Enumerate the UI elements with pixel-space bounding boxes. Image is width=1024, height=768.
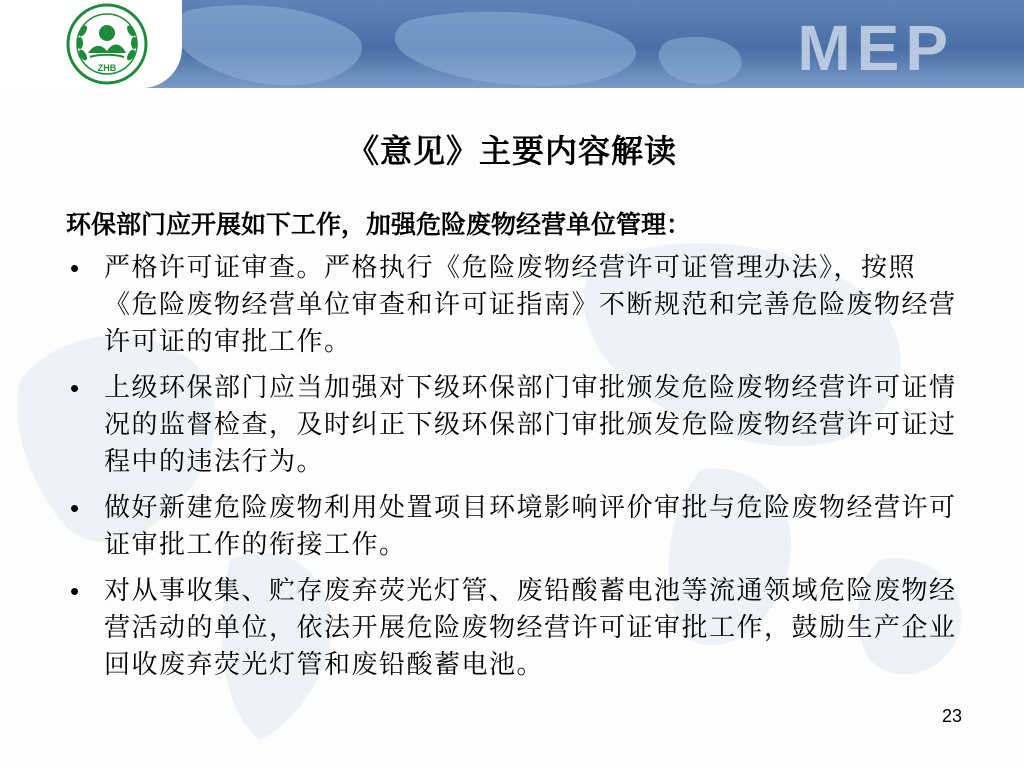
bullet-item [66, 490, 958, 564]
bullet-item [66, 250, 958, 361]
logo-area [0, 0, 182, 88]
bullet-list [66, 250, 958, 684]
bullet-item [66, 573, 958, 684]
header-band [0, 0, 1024, 88]
bullet-marker: • [70, 576, 81, 606]
slide-content [66, 206, 958, 693]
bullet-marker: • [70, 253, 81, 283]
logo-text: ZHB [97, 63, 117, 73]
bullet-text: 严格许可证审查。严格执行《危险废物经营许可证管理办法》，按照《危险废物经营单位审查和许可证指南》不断规范和完善危险废物经营许可证的审批工作。 [104, 253, 957, 357]
bullet-marker: • [70, 373, 81, 403]
bullet-item [66, 370, 958, 481]
zhb-logo-icon [66, 3, 148, 85]
page-number: 23 [941, 706, 962, 726]
bullet-text: 对从事收集、贮存废弃荧光灯管、废铅酸蓄电池等流通领域危险废物经营活动的单位，依法开展危险废物经营许可证审批工作，鼓励生产企业回收废弃荧光灯管和废铅酸蓄电池。 [104, 576, 957, 680]
mep-brand: MEP [797, 12, 954, 84]
slide-title: 《意见》主要内容解读 [346, 132, 677, 170]
bullet-text: 上级环保部门应当加强对下级环保部门审批颁发危险废物经营许可证情况的监督检查，及时纠正下级环保部门审批颁发危险废物经营许可证过程中的违法行为。 [104, 373, 957, 477]
bullet-marker: • [70, 493, 81, 523]
intro-text: 环保部门应开展如下工作，加强危险废物经营单位管理： [66, 210, 692, 239]
bullet-text: 做好新建危险废物利用处置项目环境影响评价审批与危险废物经营许可证审批工作的衔接工作。 [104, 493, 957, 560]
